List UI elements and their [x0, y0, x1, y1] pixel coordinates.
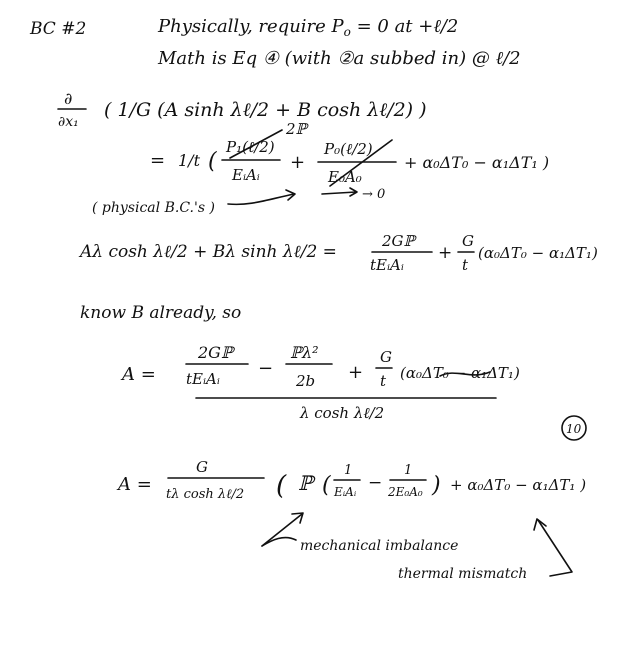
a2-in1-num: 1	[344, 463, 353, 478]
eq-tail: (α₀ΔT₀ − α₁ΔT₁)	[478, 244, 598, 262]
a1-denominator: λ cosh λℓ/2	[300, 404, 385, 422]
a1-f1-den: tEᵢAᵢ	[186, 370, 220, 388]
marker-10: 10	[566, 422, 582, 436]
thermal-arrow	[538, 520, 572, 576]
a1-equals: A =	[122, 364, 156, 385]
mechanical-imbalance-note: mechanical imbalance	[300, 538, 459, 554]
mech-arrow-line	[262, 514, 302, 546]
a1-f1-num: 2Gℙ	[198, 343, 233, 362]
physically-text: Physically, require P	[158, 16, 344, 37]
a1-plus: +	[348, 362, 364, 383]
thermal-mismatch-note: thermal mismatch	[398, 566, 528, 582]
plus-1: +	[290, 152, 306, 173]
a1-f3-den: t	[380, 372, 387, 390]
eq-frac1-num: 2Gℙ	[382, 232, 415, 250]
term1-denominator: EᵢAᵢ	[232, 166, 260, 184]
to-zero-label: → 0	[362, 187, 386, 202]
a2-equals: A =	[118, 474, 152, 495]
rhs-equals: =	[150, 150, 166, 171]
term1-note-2p: 2ℙ	[286, 120, 307, 138]
a1-f2-den: 2b	[296, 372, 316, 390]
eq-lhs: Aλ cosh λℓ/2 + Bλ sinh λℓ/2 =	[80, 242, 337, 262]
bc-label: BC #2	[30, 19, 87, 39]
a2-inner-open: (	[322, 473, 331, 498]
equals-zero-text: = 0 at +ℓ/2	[350, 16, 459, 37]
p-subscript: o	[343, 25, 351, 39]
term2-numerator: P₀(ℓ/2)	[324, 140, 373, 158]
eq-frac2-num: G	[462, 232, 474, 250]
term2-denominator: E₀A₀	[328, 168, 362, 186]
a2-in2-num: 1	[404, 463, 413, 478]
open-paren-1: (	[208, 149, 217, 174]
partial-dx1: ∂x₁	[58, 114, 79, 130]
know-b-line: know B already, so	[80, 303, 242, 323]
a2-p-symbol: ℙ	[298, 471, 314, 495]
partial-symbol: ∂	[64, 89, 73, 108]
a2-minus: −	[368, 473, 383, 493]
physical-bcs-label: ( physical B.C.'s )	[92, 200, 215, 216]
a2-open-paren: (	[276, 471, 287, 501]
derivative-tail: + α₀ΔT₀ − α₁ΔT₁ )	[404, 153, 550, 172]
term1-numerator: P₁(ℓ/2)	[226, 138, 275, 156]
math-is-line: Math is Eq ④ (with ②a subbed in) @ ℓ/2	[158, 48, 521, 69]
bcs-arrow	[228, 194, 294, 204]
a2-pre-num: G	[196, 458, 208, 476]
a2-tail: + α₀ΔT₀ − α₁ΔT₁ )	[450, 476, 587, 494]
eq-frac2-den: t	[462, 256, 469, 274]
physically-line	[157, 16, 458, 39]
eq-plus: +	[438, 243, 453, 263]
one-over-t: 1/t	[178, 151, 200, 170]
lhs-expression: ( 1/G (A sinh λℓ/2 + B cosh λℓ/2) )	[104, 99, 427, 121]
a2-pre-den: tλ cosh λℓ/2	[166, 487, 245, 502]
eq-frac1-den: tEᵢAᵢ	[370, 256, 404, 274]
a1-f3-tail: (α₀ΔT₀ − α₁ΔT₁)	[400, 364, 520, 382]
a1-f3-num: G	[380, 348, 392, 366]
a2-inner-close: )	[432, 473, 441, 498]
a1-minus: −	[258, 358, 274, 379]
a1-f2-num: ℙλ²	[290, 343, 319, 362]
a2-in2-den: 2E₀A₀	[388, 485, 423, 499]
a2-in1-den: EᵢAᵢ	[334, 485, 357, 499]
to-zero-arrow	[322, 192, 356, 194]
